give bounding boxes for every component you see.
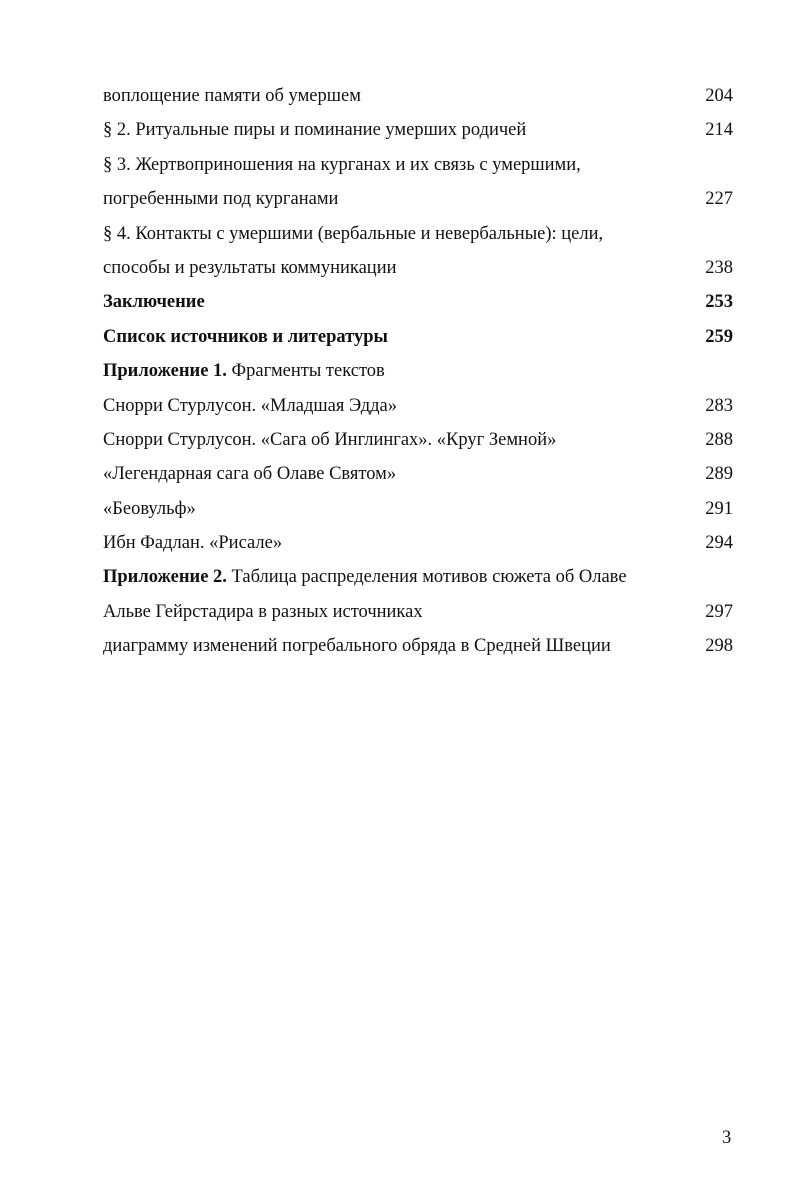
toc-entry-text: «Легендарная сага об Олаве Святом» bbox=[103, 464, 397, 485]
page-number: 3 bbox=[722, 1128, 732, 1148]
toc-entry-text: Снорри Стурлусон. «Сага об Инглингах». «Круг Земной» bbox=[103, 429, 557, 450]
toc-entry-text: диаграмму изменений погребального обряда в Средней Швеции bbox=[103, 636, 611, 657]
toc-page-number: 259 bbox=[705, 326, 733, 347]
toc-line bbox=[103, 148, 733, 182]
toc-entry-text: § 4. Контакты с умершими (вербальные и невербальные): цели, bbox=[103, 223, 604, 244]
toc-line bbox=[103, 526, 733, 560]
toc-appendix-label: Приложение 2. bbox=[103, 567, 227, 588]
toc-page-number: 204 bbox=[705, 86, 733, 106]
toc-entry-text: погребенными под курганами bbox=[103, 189, 339, 210]
toc-line bbox=[103, 595, 733, 629]
toc-line bbox=[103, 217, 733, 251]
toc-page-number: 291 bbox=[705, 498, 733, 519]
toc-page-number: 297 bbox=[705, 601, 733, 622]
toc-entry-text: воплощение памяти об умершем bbox=[103, 86, 361, 106]
toc-line bbox=[103, 629, 733, 663]
toc-appendix-title: Фрагменты текстов bbox=[226, 361, 385, 382]
toc-line bbox=[103, 113, 733, 147]
toc-line bbox=[103, 389, 733, 423]
toc-page-number: 289 bbox=[705, 464, 733, 485]
toc-page-number: 298 bbox=[705, 636, 733, 657]
toc-line bbox=[103, 320, 733, 354]
toc-line bbox=[103, 492, 733, 526]
toc-line bbox=[103, 354, 733, 388]
toc-entry-text bbox=[103, 560, 627, 594]
toc-line bbox=[103, 251, 733, 285]
toc-line bbox=[103, 182, 733, 216]
toc-entry-text: § 2. Ритуальные пиры и поминание умерших родичей bbox=[103, 120, 527, 141]
toc-heading-sources: Список источников и литературы bbox=[103, 326, 388, 347]
toc-entry-text: § 3. Жертвоприношения на курганах и их связь с умершими, bbox=[103, 154, 581, 175]
toc-appendix-title: Таблица распределения мотивов сюжета об Олаве bbox=[226, 567, 627, 588]
toc-line bbox=[103, 423, 733, 457]
toc-entry-text bbox=[103, 354, 385, 388]
toc-page-number: 253 bbox=[705, 292, 733, 313]
toc-entry-text: «Беовульф» bbox=[103, 498, 196, 519]
toc-line bbox=[103, 560, 733, 594]
toc-entry-text: Ибн Фадлан. «Рисале» bbox=[103, 533, 283, 554]
toc-heading-conclusion: Заключение bbox=[103, 292, 205, 313]
toc-line bbox=[103, 457, 733, 491]
toc-page-number: 214 bbox=[705, 120, 733, 141]
toc-page-number: 288 bbox=[705, 429, 733, 450]
toc-entry-text: способы и результаты коммуникации bbox=[103, 257, 397, 278]
toc-entry-text: Альве Гейрстадира в разных источниках bbox=[103, 601, 423, 622]
toc-page-number: 294 bbox=[705, 533, 733, 554]
toc-line bbox=[103, 285, 733, 319]
toc-page-number: 283 bbox=[705, 395, 733, 416]
toc-entry-text: Снорри Стурлусон. «Младшая Эдда» bbox=[103, 395, 397, 416]
table-of-contents bbox=[103, 79, 733, 664]
toc-page-number: 227 bbox=[705, 189, 733, 210]
toc-appendix-label: Приложение 1. bbox=[103, 361, 227, 382]
toc-line bbox=[103, 79, 733, 113]
toc-page-number: 238 bbox=[705, 257, 733, 278]
